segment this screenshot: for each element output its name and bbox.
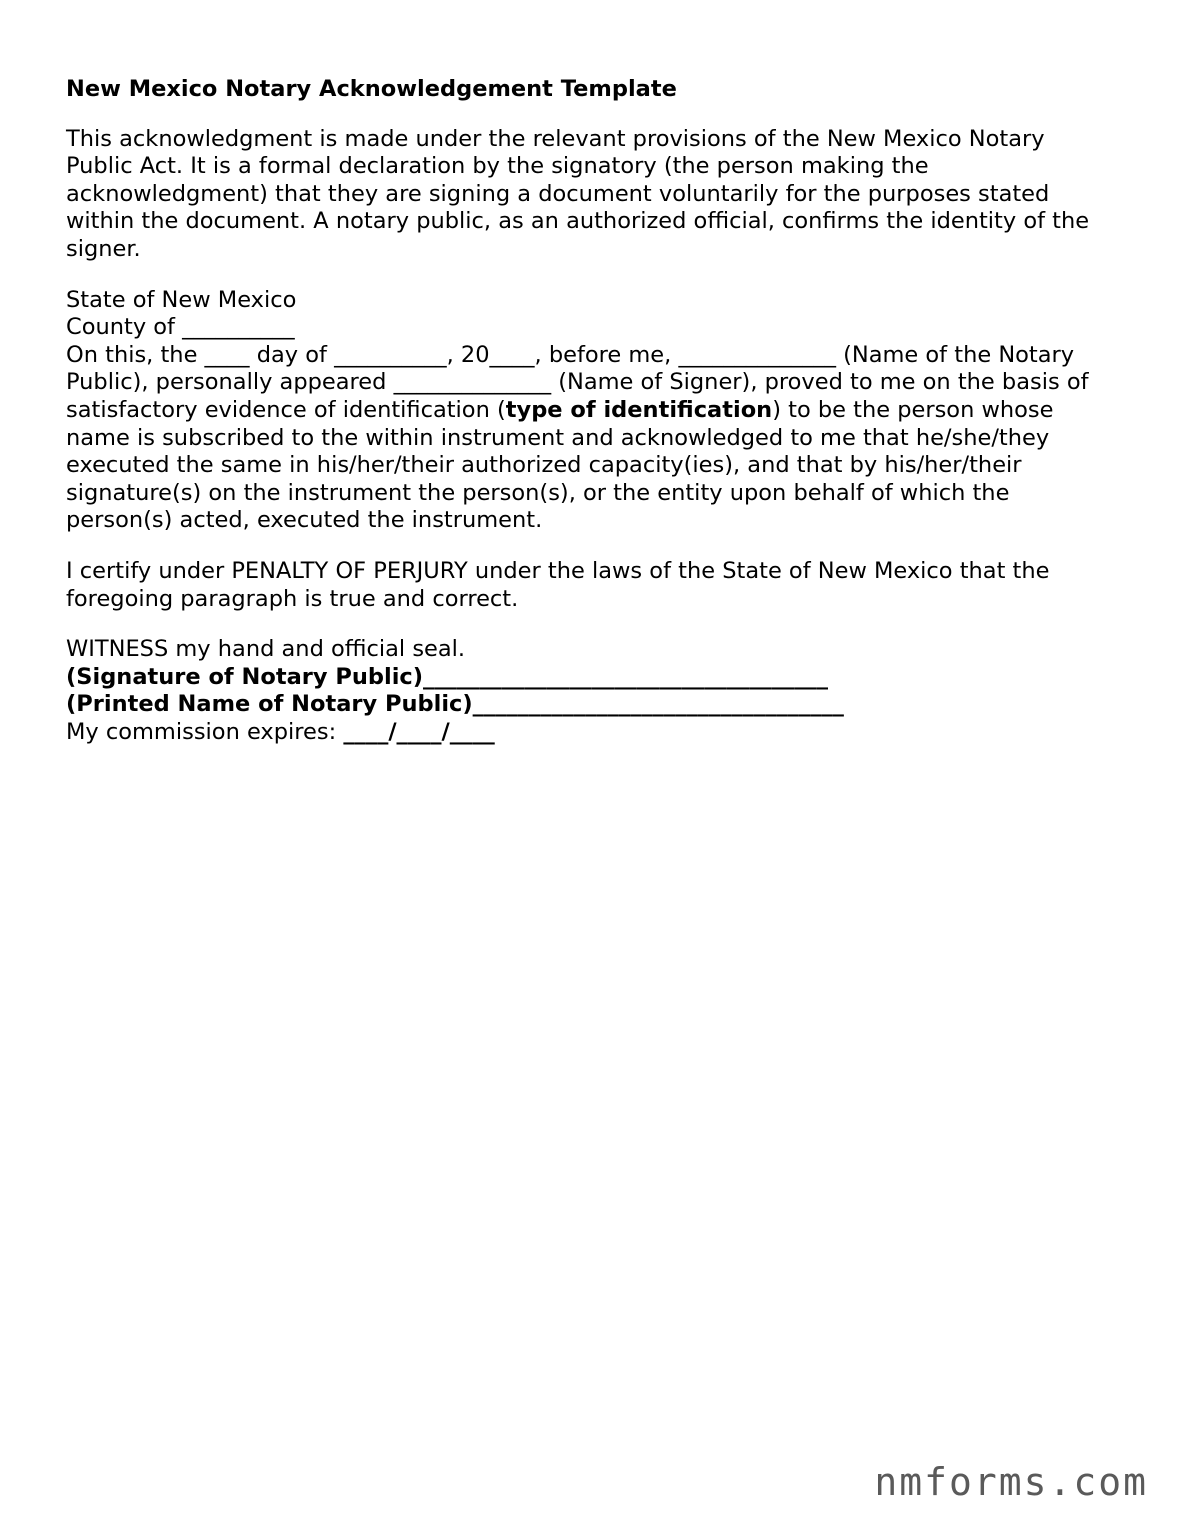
document-page (66, 76, 1131, 769)
intro-paragraph (66, 126, 1131, 264)
intro-line: signer. (66, 235, 141, 262)
acknowledgment-block (66, 287, 1131, 535)
acknowledgment-line (66, 397, 1131, 425)
intro-line: acknowledgment) that they are signing a document voluntarily for the purposes stated (66, 180, 1050, 207)
intro-line: within the document. A notary public, as an authorized official, confirms the identity of the (66, 208, 1090, 235)
venue-state: State of New Mexico (66, 286, 297, 313)
acknowledgment-text: satisfactory evidence of identification ( (66, 396, 506, 423)
commission-date-blank: ____/____/____ (343, 718, 495, 745)
certification-line: I certify under PENALTY OF PERJURY under the laws of the State of New Mexico that the (66, 557, 1050, 584)
acknowledgment-line: name is subscribed to the within instrument and acknowledged to me that he/she/they (66, 424, 1050, 451)
witness-statement: WITNESS my hand and official seal. (66, 636, 466, 663)
identification-type-label: type of identification (505, 396, 773, 423)
acknowledgment-line: executed the same in his/her/their authorized capacity(ies), and that by his/her/their (66, 452, 1022, 479)
venue-county: County of __________ (66, 314, 295, 341)
site-watermark: nmforms.com (874, 1460, 1148, 1504)
acknowledgment-line: person(s) acted, executed the instrument. (66, 507, 543, 534)
witness-block (66, 636, 1131, 746)
intro-line: This acknowledgment is made under the relevant provisions of the New Mexico Notary (66, 125, 1045, 152)
certification-paragraph (66, 558, 1131, 613)
acknowledgment-text: ) to be the person whose (772, 396, 1054, 423)
commission-expiry-line (66, 719, 1131, 747)
commission-label: My commission expires: (66, 718, 344, 745)
acknowledgment-line: signature(s) on the instrument the person(s), or the entity upon behalf of which the (66, 479, 1010, 506)
certification-line: foregoing paragraph is true and correct. (66, 585, 519, 612)
acknowledgment-line: On this, the ____ day of __________, 20____, before me, ______________ (Name of the Notary (66, 341, 1075, 368)
document-title: New Mexico Notary Acknowledgement Template (66, 76, 677, 102)
intro-line: Public Act. It is a formal declaration by the signatory (the person making the (66, 153, 929, 180)
notary-printed-name-line: (Printed Name of Notary Public)_________________________________ (66, 691, 844, 718)
acknowledgment-line: Public), personally appeared ______________ (Name of Signer), proved to me on the basis of (66, 369, 1089, 396)
notary-signature-line: (Signature of Notary Public)____________________________________ (66, 663, 829, 690)
